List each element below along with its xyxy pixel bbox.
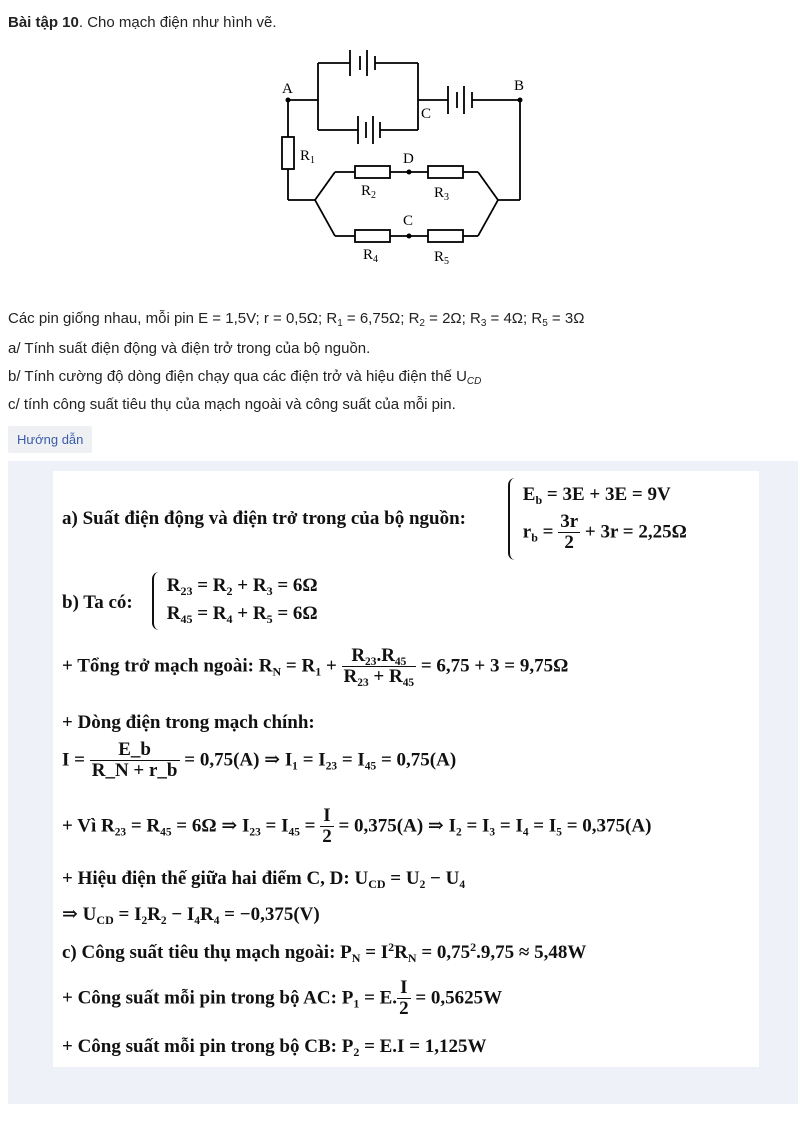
solution-current: I = $\frac{E\_b}{R\_N + r\_b}$ = 0,75(A) ⇒ I₁ = I₂₃ = I₄₅ = 0,75(A) xyxy=(62,739,457,781)
node-b-label: B xyxy=(514,78,525,94)
solution-c: c) Công suất tiêu thụ mạch ngoài: $P_N = I^2R_N = 0,75^2.9,75 \approx 5,48W$ xyxy=(62,940,587,965)
r2-label: $R_2$ xyxy=(361,183,377,201)
r3-label: $R_3$ xyxy=(434,185,450,203)
node-c-top-label: C xyxy=(421,106,432,122)
node-c-bottom-label: C xyxy=(403,213,414,229)
solution-ucd-value: ⇒ $U_{CD} = I_2R_2 - I_4R_4 = -0,375(V)$ xyxy=(62,904,320,927)
solution-current-heading: + Dòng điện trong mạch chính: xyxy=(62,712,315,733)
solution-a-system: $E_b = 3E + 3E = 9V$ $r_b$ = $\frac{3r}{2}$ + 3r = 2,25Ω xyxy=(508,478,687,560)
guide-button[interactable]: Hướng dẫn xyxy=(8,426,92,453)
solution-b-text: b) Ta có: xyxy=(62,592,133,613)
node-a-label: A xyxy=(282,81,293,97)
solution-a-text: a) Suất điện động và điện trở trong của bộ nguồn: xyxy=(62,508,466,529)
solution-p1: + Công suất mỗi pin trong bộ AC: $P_1 = E$. $\frac{I}{2}$ = 0,5625W xyxy=(62,977,503,1019)
r1-label: $R_1$ xyxy=(300,148,316,166)
given-values: Các pin giống nhau, mỗi pin E = 1,5V; r = 0,5Ω; $R_1 = 6,75\Omega$; $R_2 = 2\Omega$; $R_3 = 4\Omega$; $R_5 = 3\Omega$ xyxy=(8,310,585,329)
r4-label: $R_4$ xyxy=(363,247,379,265)
exercise-title: Bài tập 10. Cho mạch điện như hình vẽ. xyxy=(8,14,277,31)
circuit-diagram xyxy=(270,40,550,275)
question-c: c/ tính công suất tiêu thụ của mạch ngoài và công suất của mỗi pin. xyxy=(8,396,456,413)
node-d-label: D xyxy=(403,151,414,167)
r5-label: $R_5$ xyxy=(434,249,450,267)
question-a: a/ Tính suất điện động và điện trở trong của bộ nguồn. xyxy=(8,340,371,357)
solution-b-system: $R_{23} = R_2 + R_3 = 6\Omega$ $R_{45} = R_4 + R_5 = 6\Omega$ xyxy=(152,572,318,630)
solution-branch-currents: + Vì R₂₃ = R₄₅ = 6Ω ⇒ I₂₃ = I₄₅ = $\frac{I}{2}$ = 0,375(A) ⇒ I₂ = I₃ = I₄ = I₅ = 0,375(A) xyxy=(62,805,652,847)
solution-p2: + Công suất mỗi pin trong bộ CB: $P_2 = E.I = 1,125W$ xyxy=(62,1036,487,1059)
solution-rn: + Tổng trở mạch ngoài: $R_N = R_1$ + $\frac{\text{R₂₃.R₄₅}}{\text{R₂₃ + R₄₅}}$ = 6,75 + 3 = 9,75Ω xyxy=(62,645,569,687)
solution-ucd: + Hiệu điện thế giữa hai điểm C, D: $U_{CD} = U_2 - U_4$ xyxy=(62,868,466,891)
question-b: b/ Tính cường độ dòng điện chạy qua các điện trở và hiệu điện thế $U_{CD}$ xyxy=(8,368,482,387)
